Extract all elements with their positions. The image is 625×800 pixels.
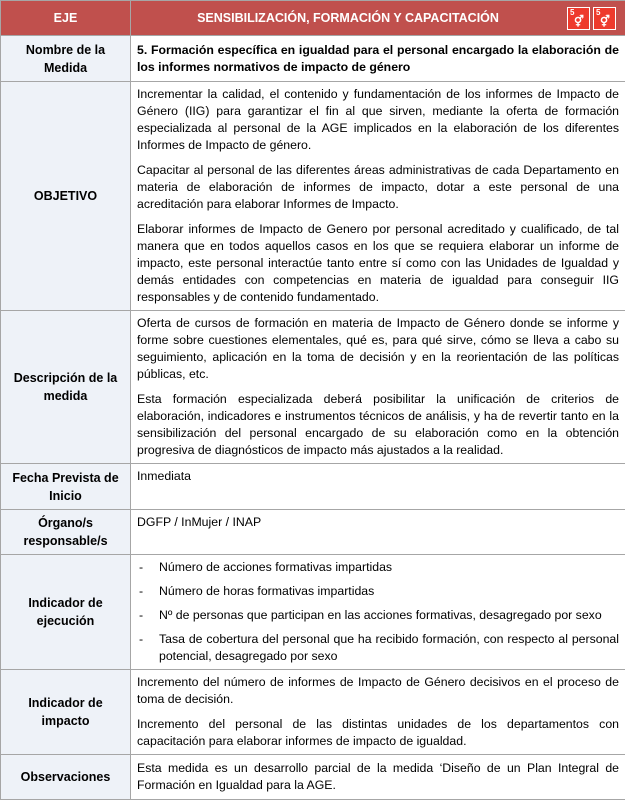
- dash-bullet: -: [139, 559, 143, 576]
- impacto-paragraph: Incremento del número de informes de Impacto de Género decisivos en el proceso de toma de decisión.: [137, 674, 619, 708]
- ejecucion-row: [1, 555, 625, 670]
- fecha-value: Inmediata: [131, 464, 625, 510]
- fecha-row: [1, 464, 625, 510]
- descripcion-label: Descripción de la medida: [1, 311, 131, 464]
- eje-label: EJE: [1, 1, 131, 36]
- observaciones-row: [1, 755, 625, 800]
- descripcion-paragraph: Esta formación especializada deberá posibilitar la unificación de criterios de elaboración, indicadores e instrumentos técnicos de análisis, y ha de revertir tanto en la sensibilización del personal encargado de su elaboración como en la obtención progresiva de diagnósticos de impacto más ajustados a la realidad.: [137, 391, 619, 459]
- observaciones-value: Esta medida es un desarrollo parcial de la medida ‘Diseño de un Plan Integral de Formación en Igualdad para la AGE.: [131, 755, 625, 800]
- dash-bullet: -: [139, 631, 143, 648]
- organo-row: [1, 510, 625, 555]
- sdg-5-gender-equality-icon: 5 ⚥: [567, 7, 590, 30]
- header-row: [1, 1, 625, 36]
- objetivo-paragraph: Incrementar la calidad, el contenido y fundamentación de los informes de Impacto de Género (IIG) para garantizar el fin al que sirven, mediante la oferta de formación especializada al personal de la AGE implicados en la elaboración de los diferentes Informes de Impacto de género.: [137, 86, 619, 154]
- objetivo-paragraph: Capacitar al personal de las diferentes áreas administrativas de cada Departamento en materia de elaboración de informes de impacto, dotar a este personal de una acreditación para elaborar Informes de Impacto.: [137, 162, 619, 213]
- descripcion-value: [131, 311, 625, 464]
- nombre-row: [1, 36, 625, 82]
- list-item: - Tasa de cobertura del personal que ha recibido formación, con respecto al personal potencial, desagregado por sexo: [137, 631, 619, 665]
- list-item: - Número de acciones formativas impartidas: [137, 559, 619, 576]
- dash-bullet: -: [139, 607, 143, 624]
- objetivo-paragraph: Elaborar informes de Impacto de Genero por personal acreditado y cualificado, de tal manera que en todos aquellos casos en los que se requiera elaborar un informe de impacto, este personal interactúe tanto entre sí como con las Unidades de Igualdad y demás entidades con competencias en materia de igualdad para conseguir IIG responsables y de contenido fundamentado.: [137, 221, 619, 306]
- fecha-label: Fecha Prevista de Inicio: [1, 464, 131, 510]
- objetivo-label: OBJETIVO: [1, 82, 131, 311]
- impacto-row: [1, 670, 625, 755]
- descripcion-paragraph: Oferta de cursos de formación en materia de Impacto de Género donde se informe y forme sobre cuestiones elementales, qué es, para qué sirve, cómo se lleva a cabo su seguimiento, aplicación en la toma de decisión y en la reorientación de las políticas públicas, etc.: [137, 315, 619, 383]
- observaciones-label: Observaciones: [1, 755, 131, 800]
- objetivo-row: [1, 82, 625, 311]
- dash-bullet: -: [139, 583, 143, 600]
- impacto-paragraph: Incremento del personal de las distintas unidades de los departamentos con capacitación para elaborar informes de impacto de igualdad.: [137, 716, 619, 750]
- nombre-value: 5. Formación específica en igualdad para el personal encargado la elaboración de los informes normativos de impacto de género: [131, 36, 625, 82]
- eje-value: SENSIBILIZACIÓN, FORMACIÓN Y CAPACITACIÓN: [197, 11, 499, 25]
- list-item: - Número de horas formativas impartidas: [137, 583, 619, 600]
- eje-value-cell: [131, 1, 625, 36]
- list-item: - Nº de personas que participan en las acciones formativas, desagregado por sexo: [137, 607, 619, 624]
- organo-value: DGFP / InMujer / INAP: [131, 510, 625, 555]
- ejecucion-list: [137, 559, 619, 665]
- nombre-label: Nombre de la Medida: [1, 36, 131, 82]
- impacto-value: [131, 670, 625, 755]
- organo-label: Órgano/s responsable/s: [1, 510, 131, 555]
- objetivo-value: [131, 82, 625, 311]
- descripcion-row: [1, 311, 625, 464]
- ejecucion-label: Indicador de ejecución: [1, 555, 131, 670]
- impacto-label: Indicador de impacto: [1, 670, 131, 755]
- ejecucion-value: [131, 555, 625, 670]
- sdg-5-gender-equality-icon: 5 ⚥: [593, 7, 616, 30]
